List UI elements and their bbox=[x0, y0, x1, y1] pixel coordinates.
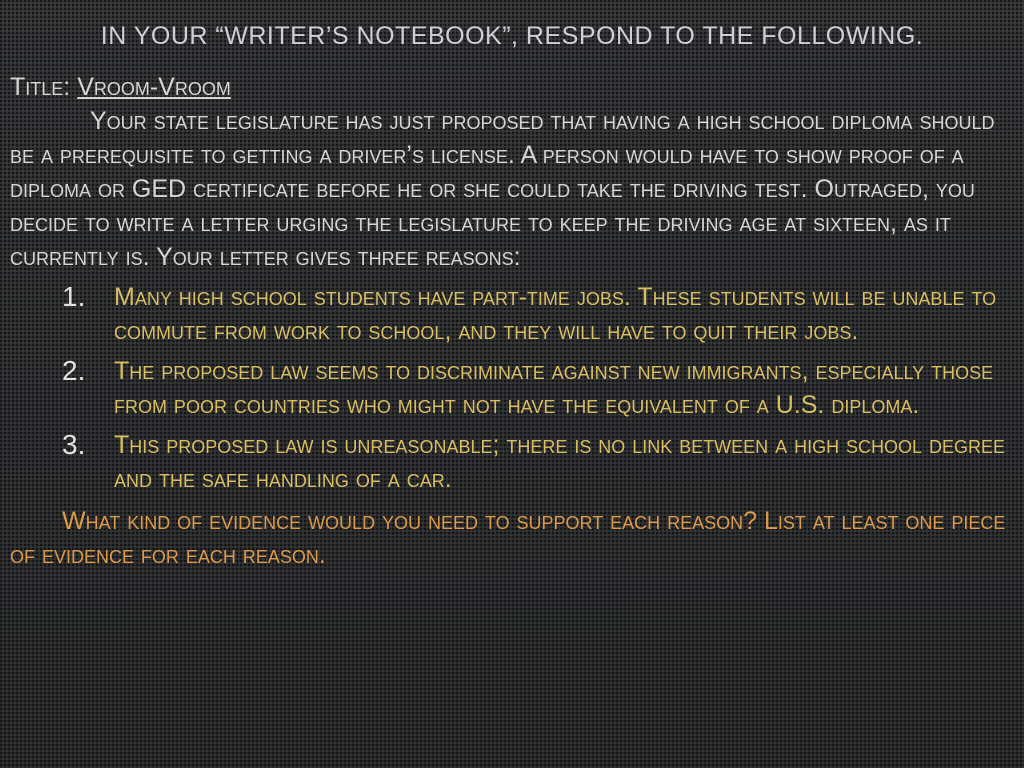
list-item-text: The proposed law seems to discriminate against new immigrants, especially those from poor countries who might not have the equivalent of a U.S. diploma. bbox=[114, 357, 994, 419]
list-item-number: 3. bbox=[62, 429, 86, 460]
list-item-text: This proposed law is unreasonable; there is no link between a high school degree and the safe handling of a car. bbox=[114, 431, 1006, 493]
list-item-text: Many high school students have part-time jobs. These students will be unable to commute from work to school, and they will have to quit their jobs. bbox=[114, 283, 997, 345]
list-item bbox=[10, 280, 1014, 348]
slide-body bbox=[10, 70, 1014, 572]
title-value: Vroom-Vroom bbox=[77, 73, 231, 101]
title-label: Title: bbox=[10, 73, 71, 101]
prompt-paragraph: Your state legislature has just proposed that having a high school diploma should be a prerequisite to getting a driver’s license. A person would have to show proof of a diploma or GED certificate before he or she could take the driving test. Outraged, you decide to write a letter urging the legislature to keep the driving age at sixteen, as it currently is. Your letter gives three reasons: bbox=[10, 107, 995, 271]
list-item-number: 1. bbox=[62, 281, 86, 312]
list-item bbox=[10, 354, 1014, 422]
reasons-list bbox=[10, 280, 1014, 496]
slide-heading: IN YOUR “WRITER’S NOTEBOOK”, RESPOND TO THE FOLLOWING. bbox=[100, 22, 924, 50]
list-item-number: 2. bbox=[62, 355, 86, 386]
list-item bbox=[10, 428, 1014, 496]
question-paragraph: What kind of evidence would you need to support each reason? List at least one piece of evidence for each reason. bbox=[10, 507, 1006, 569]
title-line bbox=[10, 70, 1014, 104]
